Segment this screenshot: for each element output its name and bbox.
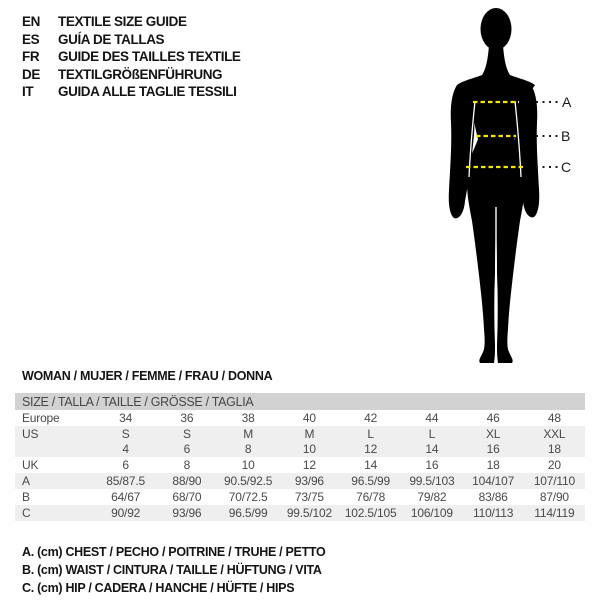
table-cell: 106/109 [410,505,453,520]
table-cell: 96.5/99 [228,505,268,520]
marker-label-c: C [561,159,572,175]
table-cell: 42 [364,410,378,425]
measurement-figure [408,5,600,370]
table-cell: 18 [547,442,561,457]
table-cell: 99.5/103 [409,474,455,489]
table-cell: 90.5/92.5 [224,474,273,489]
table-cell: 8 [183,458,191,473]
table-row-chest [15,473,585,489]
table-cell: S [121,426,130,441]
table-cell: 90/92 [111,505,141,520]
table-cell: 12 [302,458,316,473]
table-row-uk [15,457,585,473]
table-cell: 16 [486,442,500,457]
language-code: ES [22,31,40,47]
table-cell: 10 [302,442,316,457]
table-cell: 110/113 [473,505,514,520]
language-code: FR [22,49,40,65]
table-cell: 36 [180,410,194,425]
language-code: IT [22,84,34,100]
table-cell: 70/72.5 [228,489,268,504]
table-cell: 14 [364,458,378,473]
legend-chest: A. (cm) CHEST / PECHO / POITRINE / TRUHE / PETTO [22,545,326,559]
woman-silhouette-icon [408,5,600,370]
table-cell: S [182,426,191,441]
table-cell: 88/90 [172,474,202,489]
table-cell: 93/96 [172,505,202,520]
table-cell: 85/87.5 [106,474,145,489]
table-cell: 6 [183,442,191,457]
table-cell: 4 [122,442,129,457]
table-cell: 8 [244,442,252,457]
row-label: US [22,426,39,441]
table-cell: 73/75 [294,489,324,504]
legend-waist: B. (cm) WAIST / CINTURA / TAILLE / HÜFTUNG / VITA [22,563,322,577]
table-cell: 12 [364,442,378,457]
size-table-header: SIZE / TALLA / TAILLE / GRÖSSE / TAGLIA [15,393,585,410]
marker-label-b: B [561,128,571,144]
table-cell: 6 [122,458,129,473]
language-title: GUIDA ALLE TAGLIE TESSILI [58,84,237,100]
table-cell: 107/110 [533,474,575,489]
language-title: GUÍA DE TALLAS [58,31,165,47]
table-cell: L [428,426,436,441]
table-cell: 20 [547,458,561,473]
language-code: EN [22,14,40,30]
table-row-waist [15,489,585,505]
table-cell: XL [485,426,501,441]
table-row-hip [15,505,585,521]
table-cell: 83/86 [478,489,508,504]
language-row-de [22,66,241,84]
language-row-en [22,13,241,31]
language-row-es [22,31,241,49]
language-code: DE [22,66,40,82]
table-row-europe [15,410,585,426]
table-cell: 46 [486,410,500,425]
table-cell: 68/70 [172,489,202,504]
table-cell: 16 [425,458,439,473]
row-label: Europe [22,410,60,425]
size-table [15,393,585,521]
table-cell: 44 [425,410,439,425]
table-cell: 93/96 [294,474,324,489]
table-cell: 79/82 [417,489,447,504]
section-title-woman: WOMAN / MUJER / FEMME / FRAU / DONNA [22,369,273,383]
table-cell: 96.5/99 [351,474,390,489]
table-cell: M [243,426,254,441]
table-cell: 38 [241,410,255,425]
table-cell: 48 [547,410,561,425]
language-title: GUIDE DES TAILLES TEXTILE [58,49,241,65]
table-cell: 114/119 [534,505,575,520]
table-cell: 104/107 [472,474,515,489]
table-cell: 102.5/105 [344,505,397,520]
language-title-list [22,13,241,101]
table-cell: 40 [302,410,316,425]
legend-hip: C. (cm) HIP / CADERA / HANCHE / HÜFTE / HIPS [22,581,295,595]
row-label: UK [22,458,39,473]
measurement-legend [22,543,325,597]
table-cell: 10 [241,458,255,473]
language-title: TEXTILGRÖßENFÜHRUNG [58,66,223,82]
table-cell: 18 [486,458,500,473]
row-label: C [22,505,31,520]
language-row-fr [22,48,241,66]
row-label: B [22,489,30,504]
table-cell: 99.5/102 [286,505,332,520]
table-cell: XXL [543,426,566,441]
table-cell: L [367,426,374,441]
table-row-us [15,426,585,442]
table-cell: 14 [425,442,439,457]
table-row-us-numeric [15,442,585,458]
table-cell: M [304,426,315,441]
row-label: A [22,474,30,489]
table-cell: 76/78 [356,489,386,504]
table-cell: 34 [119,410,133,425]
language-title: TEXTILE SIZE GUIDE [58,14,187,30]
table-cell: 87/90 [539,489,569,504]
marker-label-a: A [562,94,572,110]
table-cell: 64/67 [111,489,141,504]
language-row-it [22,83,241,101]
